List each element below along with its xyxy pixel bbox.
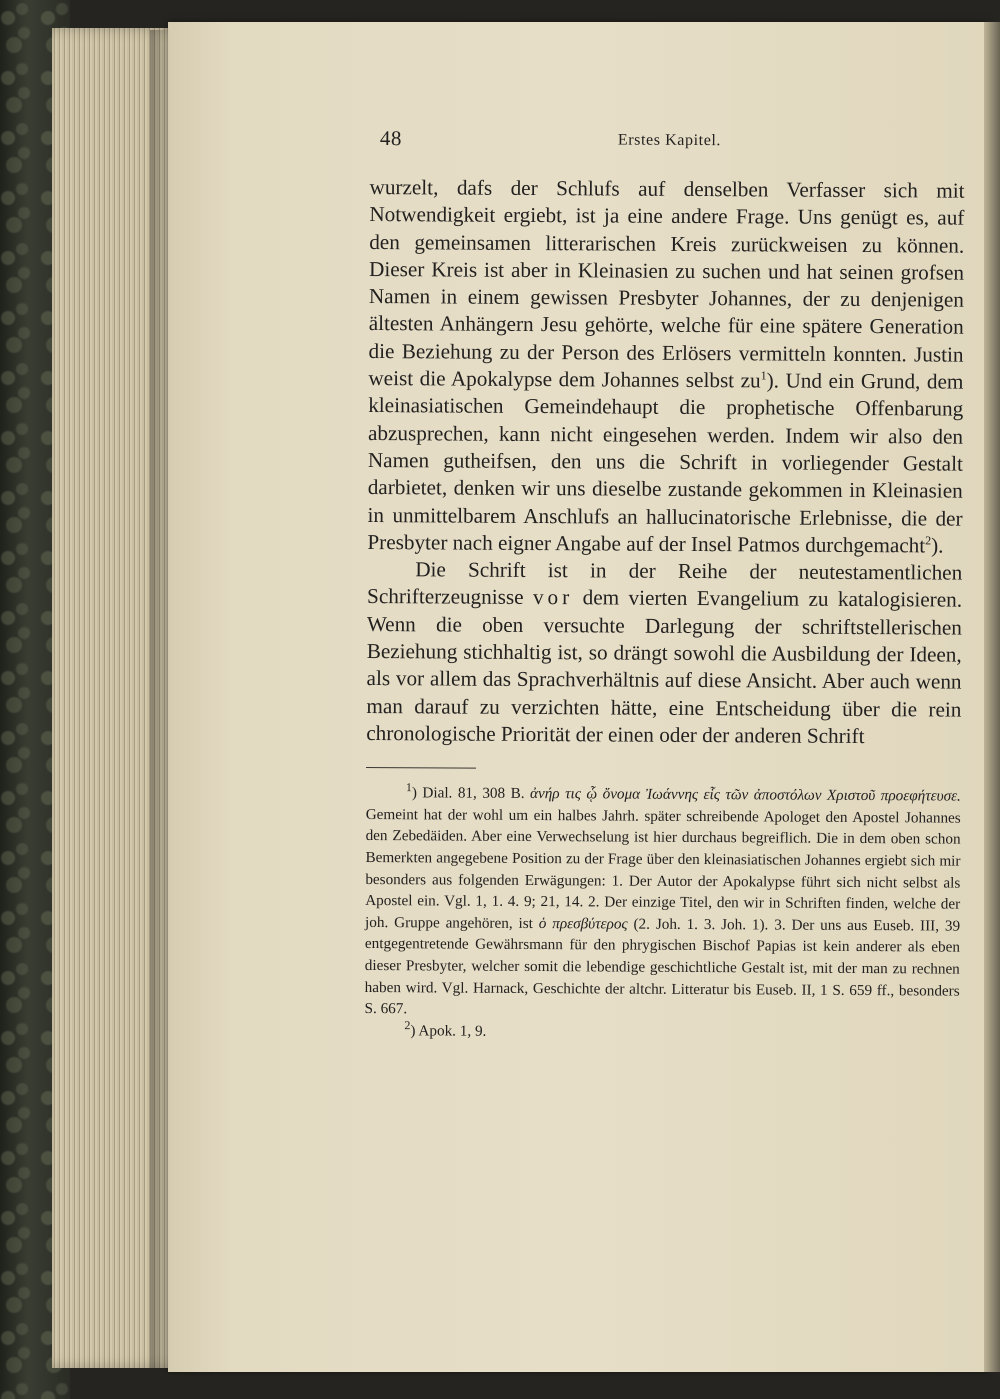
footnote-ref-2: 2 <box>925 533 932 548</box>
paragraph-1: wurzelt, dafs der Schlufs auf denselben Verfasser sich mit Notwendigkeit ergiebt, ist ja eine andere Frage. Uns genügt es, auf den gemeinsamen litterarischen Kreis zurückweisen zu können. Dieser Kreis ist aber in Kleinasien zu suchen und hat seinen grofsen Namen in einem gewissen Presbyter Johannes, der zu denjenigen ältesten Anhängern Jesu gehörte, welche für eine spätere Generation die Beziehung zu der Person des Erlösers vermitteln konnten. Justin weist die Apokalypse dem Johannes selbst $zu^1$). Und ein Grund, dem kleinasiatischen Gemeindehaupt die prophetische Offenbarung abzusprechen, kann nicht eingesehen werden. Indem wir also den Namen gutheifsen, den uns die Schrift in vorliegender Gestalt darbietet, denken wir uns dieselbe zustande gekommen in Kleinasien in unmittelbarem Anschlufs an hallucinatorische Erlebnisse, die der Presbyter nach eigner Angabe auf der Insel Patmos durchgemacht$^2$). <box>367 174 965 558</box>
greek-quote: ἀνήρ τις ᾧ ὄνομα Ἰωάννης εἷς τῶν ἀποστόλων Χριστοῦ προεφήτευσε. <box>530 785 961 805</box>
footnote-1: $^1$) Dial. 81, 308 B. ἀνήρ τις ᾧ ὄνομα Ἰωάννης εἷς τῶν ἀποστόλων Χριστοῦ προεφήτευσε. Gemeint hat der wohl um ein halbes Jahrh. später schreibende Apologet den Apostel Johannes den Zebedäiden. Aber eine Verwechselung ist hier durchaus begreiflich. Die in dem oben schon Bemerkten angegebene Position zu der Frage über den kleinasiatischen Johannes ergiebt sich mir besonders aus folgenden Erwägungen: 1. Der Autor der Apokalypse führt sich nicht selbst als Apostel ein. Vgl. 1, 1. 4. 9; 21, 14. 2. Der einzige Titel, den wir in Schriften finden, welche der joh. Gruppe angehören, ist ὁ πρεσβύτερος (2. Joh. 1. 3. Joh. 1). 3. Der uns aus Euseb. III, 39 entgegentretende Gewährsmann für den phrygischen Bischof Papias ist kein anderer als eben dieser Presbyter, welcher somit die lebendige geschichtliche Gestalt ist, mit der man zu rechnen haben wird. Vgl. Harnack, Geschichte der altchr. Litteratur bis Euseb. II, 1 S. 659 ff., besonders S. 667. <box>364 780 961 1018</box>
footnote-ref-1: 1 <box>760 368 767 383</box>
body-text <box>366 174 964 751</box>
running-head: Erstes Kapitel. <box>617 131 722 150</box>
page-content <box>364 118 965 1045</box>
footnotes <box>364 782 961 1045</box>
page-gutter <box>150 30 170 1368</box>
paragraph-2: Die Schrift ist in der Reihe der neutestamentlichen Schrifterzeugnisse vor dem vierten Evangelium zu katalogisieren. Wenn die oben versuchte Darlegung der schriftstellerischen Beziehung stichhaltig ist, so drängt sowohl die Ausbildung der Ideen, als vor allem das Sprachverhältnis auf diese Ansicht. Aber auch wenn man darauf zu verzichten hätte, eine Entscheidung über die rein chronologische Priorität der einen oder der anderen Schrift <box>366 557 963 748</box>
page-number: 48 <box>379 126 402 151</box>
footnote-2: $^2$) Apok. 1, 9. <box>404 1017 487 1040</box>
page-right-edge <box>984 22 1000 1372</box>
greek-term: ὁ πρεσβύτερος <box>538 914 628 933</box>
emphasized-word: vor <box>532 585 574 610</box>
page-header <box>370 118 965 156</box>
footnote-separator <box>366 767 476 769</box>
